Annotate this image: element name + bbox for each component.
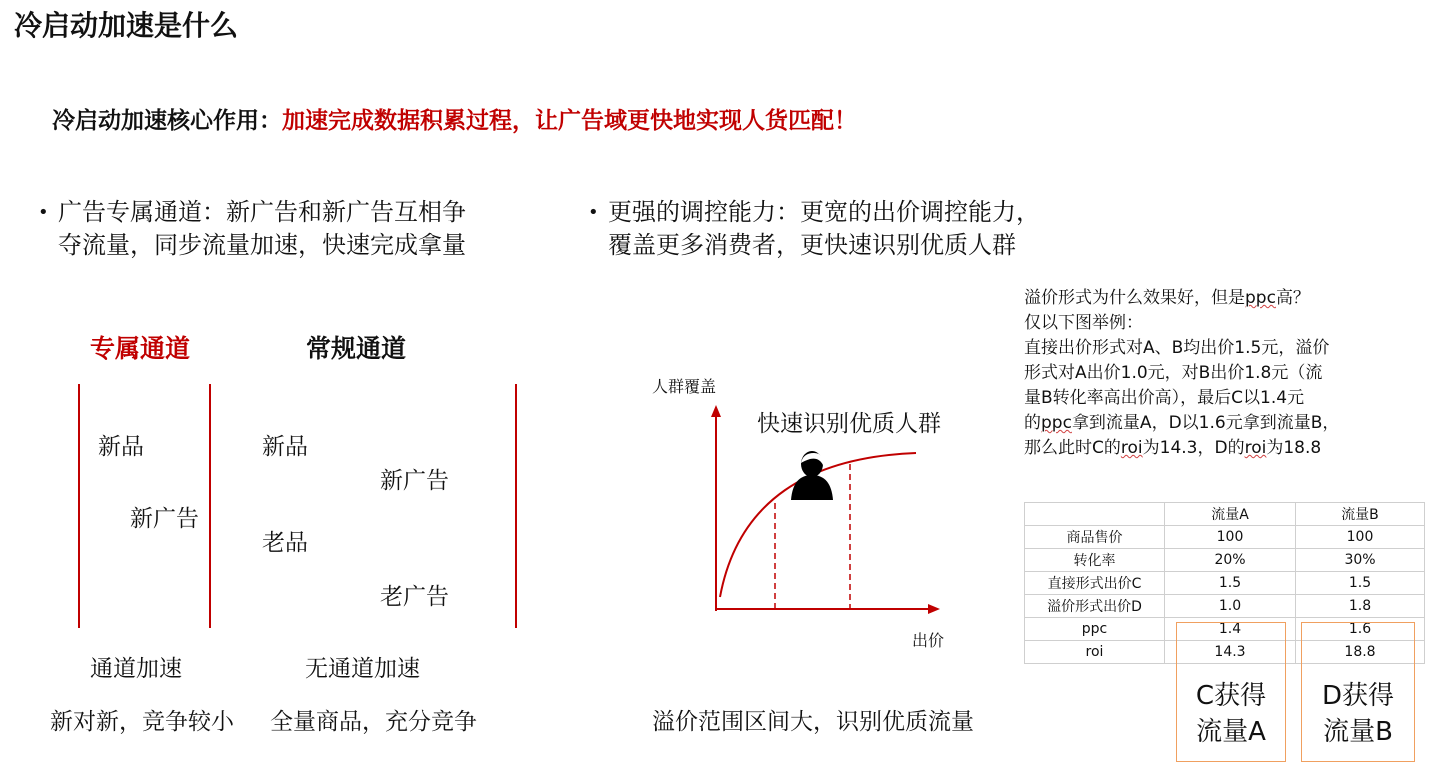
table-cell xyxy=(1025,503,1165,526)
table-header-row xyxy=(1025,503,1425,526)
note-text: 高？ xyxy=(1275,288,1310,308)
table-cell: 1.5 xyxy=(1296,572,1425,595)
note-text: 为14.3，D的 xyxy=(1142,438,1245,458)
core-function-label: 冷启动加速核心作用： xyxy=(52,108,282,134)
bullet-line: 覆盖更多消费者，更快速识别优质人群 xyxy=(608,231,1016,259)
table-cell: ppc xyxy=(1025,618,1165,641)
result-d-line2: 流量B xyxy=(1323,717,1393,747)
note-line xyxy=(1024,411,1339,436)
graph-xlabel: 出价 xyxy=(912,631,945,650)
note-text: 溢价形式为什么效果好，但是 xyxy=(1024,288,1245,308)
table-cell: 流量B xyxy=(1296,503,1425,526)
note-text: 仅以下图举例： xyxy=(1024,313,1143,333)
channel-divider-middle xyxy=(209,384,211,628)
note-term: roi xyxy=(1244,438,1267,458)
result-c-line2: 流量A xyxy=(1196,717,1266,747)
graph-ylabel: 人群覆盖 xyxy=(652,377,717,396)
y-axis-arrow-icon xyxy=(711,405,721,417)
table-cell: 100 xyxy=(1165,526,1296,549)
note-term: roi xyxy=(1120,438,1143,458)
core-function-value: 加速完成数据积累过程，让广告域更快地实现人货匹配！ xyxy=(282,108,857,134)
bullet-dedicated-channel xyxy=(38,196,466,262)
bullet-dot: • xyxy=(38,202,49,223)
table-cell: 商品售价 xyxy=(1025,526,1165,549)
channel-divider-right xyxy=(515,384,517,628)
table-cell: 转化率 xyxy=(1025,549,1165,572)
bullet-line: 夺流量，同步流量加速，快速完成拿量 xyxy=(58,231,466,259)
coverage-graph xyxy=(700,395,945,620)
result-d-line1: D获得 xyxy=(1321,681,1395,711)
result-c-line1: C获得 xyxy=(1195,681,1267,711)
note-text: 直接出价形式对A、B均出价1.5元，溢价 xyxy=(1024,338,1330,358)
table-row xyxy=(1025,595,1425,618)
table-cell: 1.8 xyxy=(1296,595,1425,618)
note-text: 为18.8 xyxy=(1266,438,1322,458)
note-term: ppc xyxy=(1041,413,1072,433)
regular-item-new-product: 新品 xyxy=(262,434,308,460)
note-line xyxy=(1024,436,1339,461)
page-title: 冷启动加速是什么 xyxy=(14,9,239,42)
note-text: 量B转化率高出价高），最后C以1.4元 xyxy=(1024,388,1305,408)
table-cell: 直接形式出价C xyxy=(1025,572,1165,595)
core-function xyxy=(52,102,857,135)
regular-channel-caption: 全量商品，充分竞争 xyxy=(270,709,477,735)
table-cell: 1.4 xyxy=(1165,618,1296,641)
regular-item-new-ad: 新广告 xyxy=(380,468,449,494)
note-line xyxy=(1024,386,1339,411)
note-line xyxy=(1024,286,1339,311)
bullet-line: 更强的调控能力：更宽的出价调控能力， xyxy=(608,198,1040,226)
dedicated-item-new-ad: 新广告 xyxy=(130,506,199,532)
note-line xyxy=(1024,361,1339,386)
result-d xyxy=(1301,678,1415,750)
regular-channel-header: 常规通道 xyxy=(306,334,407,363)
note-term: ppc xyxy=(1245,288,1276,308)
result-c xyxy=(1176,678,1286,750)
table-cell: 1.0 xyxy=(1165,595,1296,618)
table-cell: roi xyxy=(1025,641,1165,664)
regular-item-old-product: 老品 xyxy=(262,530,308,556)
table-row xyxy=(1025,572,1425,595)
person-icon xyxy=(791,451,833,500)
dedicated-channel-header: 专属通道 xyxy=(90,334,191,363)
note-text: 拿到流量A，D以1.6元拿到流量B， xyxy=(1071,413,1340,433)
regular-channel-footer: 无通道加速 xyxy=(305,656,420,682)
table-row xyxy=(1025,526,1425,549)
table-cell: 14.3 xyxy=(1165,641,1296,664)
note-text: 的 xyxy=(1024,413,1041,433)
regular-item-old-ad: 老广告 xyxy=(380,584,449,610)
note-line xyxy=(1024,311,1339,336)
bullet-bid-control xyxy=(588,196,1040,262)
x-axis-arrow-icon xyxy=(928,604,940,614)
table-row xyxy=(1025,549,1425,572)
table-cell: 流量A xyxy=(1165,503,1296,526)
table-cell: 1.6 xyxy=(1296,618,1425,641)
table-cell: 1.5 xyxy=(1165,572,1296,595)
table-cell: 溢价形式出价D xyxy=(1025,595,1165,618)
table-cell: 18.8 xyxy=(1296,641,1425,664)
note-text: 那么此时C的 xyxy=(1024,438,1121,458)
table-cell: 20% xyxy=(1165,549,1296,572)
dedicated-channel-caption: 新对新，竞争较小 xyxy=(50,709,234,735)
note-text: 形式对A出价1.0元，对B出价1.8元（流 xyxy=(1024,363,1323,383)
table-cell: 100 xyxy=(1296,526,1425,549)
dedicated-channel-footer: 通道加速 xyxy=(90,656,182,682)
bullet-dot: • xyxy=(588,202,599,223)
table-cell: 30% xyxy=(1296,549,1425,572)
bullet-line: 广告专属通道：新广告和新广告互相争 xyxy=(58,198,466,226)
premium-explanation-note xyxy=(1024,286,1339,461)
graph-caption: 溢价范围区间大，识别优质流量 xyxy=(652,709,974,735)
dedicated-item-new-product: 新品 xyxy=(98,434,144,460)
note-line xyxy=(1024,336,1339,361)
graph-annotation: 快速识别优质人群 xyxy=(757,411,941,437)
channel-divider-left xyxy=(78,384,80,628)
